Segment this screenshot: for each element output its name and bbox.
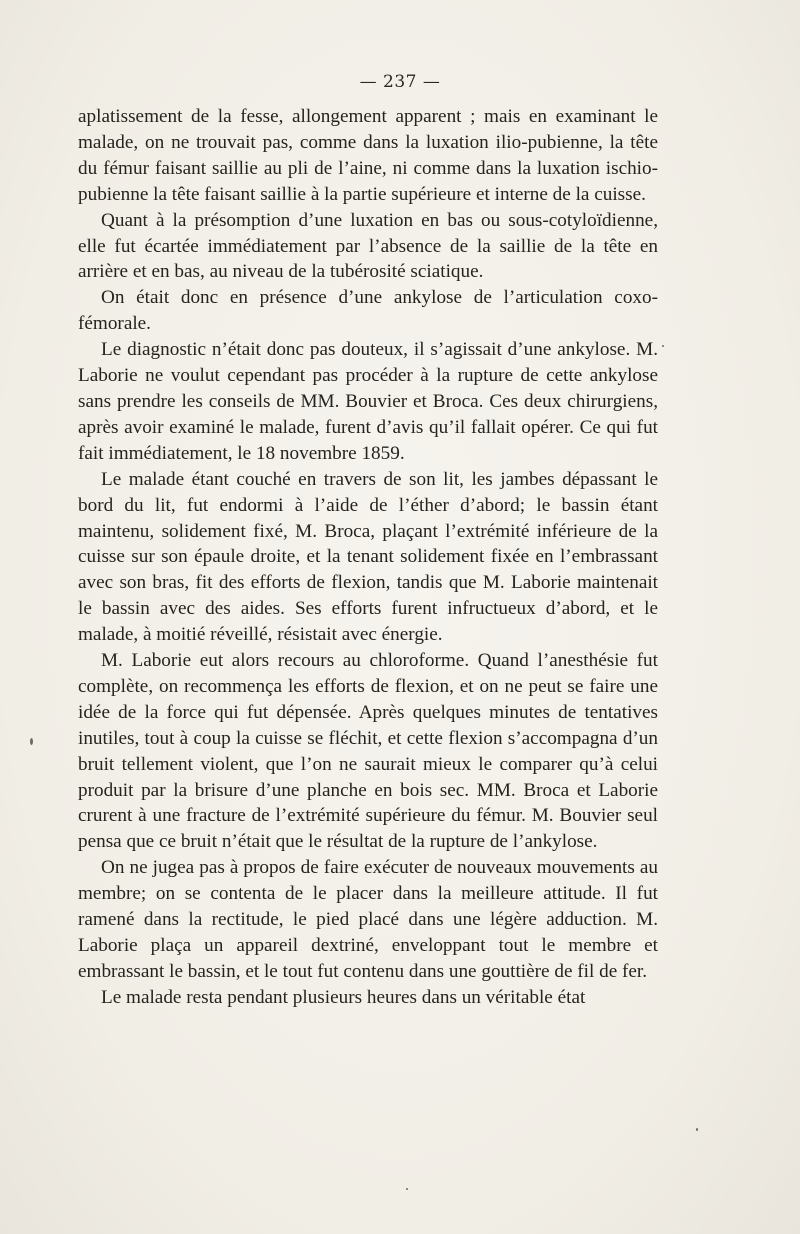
paper-speck [662, 345, 664, 347]
page-number: — 237 — [359, 72, 441, 92]
paragraph-1: aplatissement de la fesse, allongement apparent ; mais en examinant le malade, on ne trouvait pas, comme dans la luxation ilio-pubienne, la tête du fémur faisant saillie au pli de l’aine, ni comme dans la luxation ischio-pubienne la tête faisant saillie à la partie supérieure et interne de la cuisse. [78, 106, 658, 205]
paragraph-7: On ne jugea pas à propos de faire exécuter de nouveaux mouvements au membre; on se contenta de le placer dans la meilleure attitude. Il fut ramené dans la rectitude, le pied placé dans une légère adduction. M. Laborie plaça un appareil dextriné, enveloppant tout le membre et embrassant le bassin, et le tout fut contenu dans une gouttière de fil de fer. [78, 857, 658, 982]
paragraph-8: Le malade resta pendant plusieurs heures dans un véritable état [101, 986, 586, 1008]
paper-speck [696, 1128, 698, 1131]
paper-speck [30, 738, 33, 745]
paragraph-4: Le diagnostic n’était donc pas douteux, il s’agissait d’une ankylose. M. Laborie ne voulut cependant pas procéder à la rupture de cette ankylose sans prendre les conseils de MM. Bouvier et Broca. Ces deux chirurgiens, après avoir examiné le malade, furent d’avis qu’il fallait opérer. Ce qui fut fait immédiatement, le 18 novembre 1859. [78, 339, 658, 464]
paragraph-3: On était donc en présence d’une ankylose de l’articulation coxo-fémorale. [78, 287, 658, 335]
paragraph-5: Le malade étant couché en travers de son lit, les jambes dépassant le bord du lit, fut endormi à l’aide de l’éther d’abord; le bassin étant maintenu, solidement fixé, M. Broca, plaçant l’extrémité inférieure de la cuisse sur son épaule droite, et la tenant solidement fixée en l’embrassant avec son bras, fit des efforts de flexion, tandis que M. Laborie maintenait le bassin avec des aides. Ses efforts furent infructueux d’abord, et le malade, à moitié réveillé, résistait avec énergie. [78, 468, 658, 646]
paragraph-2: Quant à la présomption d’une luxation en bas ou sous-cotyloïdienne, elle fut écartée immédiatement par l’absence de la saillie de la tête en arrière et en bas, au niveau de la tubérosité sciatique. [78, 209, 658, 283]
paragraph-6: M. Laborie eut alors recours au chloroforme. Quand l’anesthésie fut complète, on recommença les efforts de flexion, et on ne peut se faire une idée de la force qui fut dépensée. Après quelques minutes de tentatives inutiles, tout à coup la cuisse se fléchit, et cette flexion s’accompagna d’un bruit tellement violent, que l’on ne saurait mieux le comparer qu’à celui produit par la brisure d’une planche en bois sec. MM. Broca et Laborie crurent à une fracture de l’extrémité supérieure du fémur. M. Bouvier seul pensa que ce bruit n’était que le résultat de la rupture de l’ankylose. [78, 650, 658, 853]
body-text [78, 104, 658, 1011]
paper-speck [406, 1188, 408, 1190]
